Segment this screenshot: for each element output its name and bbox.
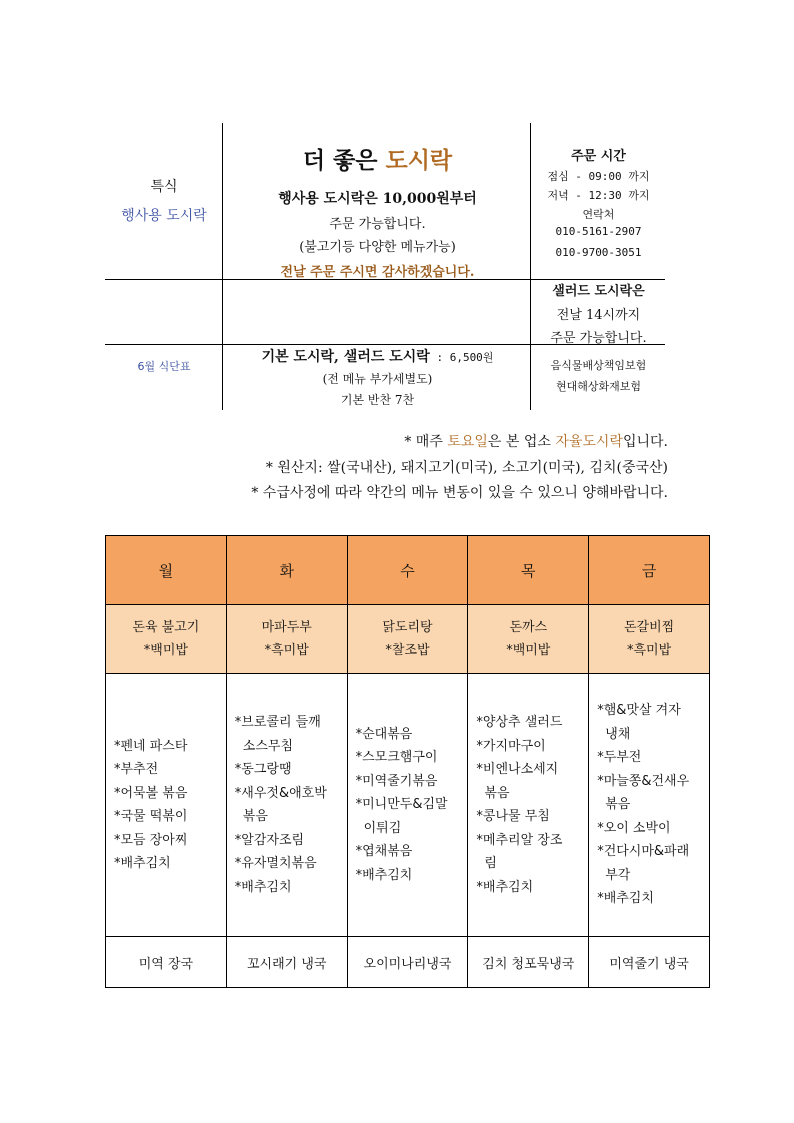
day-fri: 금 [589,536,710,605]
order-lunch: 점심 - 09:00 까지 [547,170,650,183]
side-dish-item: 볶음 [484,785,510,801]
sides-thu [468,674,589,937]
event-line-3: (불고기등 다양한 메뉴가능) [299,240,456,255]
side-dish-item: *배추김치 [355,867,413,883]
rice: *흑미밥 [264,643,309,658]
notice-1-post: 입니다. [622,434,668,450]
side-dish-item: 소스무침 [242,738,294,754]
monthly-menu-label: 6월 식단표 [137,360,191,373]
side-dish-item: *스모크햄구이 [355,750,438,766]
notice-origin: * 원산지: 쌀(국내산), 돼지고기(미국), 소고기(미국), 김치(중국산) [265,460,668,476]
soup-fri: 미역줄기 냉국 [589,937,710,988]
weekly-menu-table [105,535,710,988]
side-dish-item: *마늘쫑&건새우 [597,773,690,789]
special-label: 특식 [150,179,178,195]
side-dish-row [106,674,710,937]
event-line-2: 주문 가능합니다. [329,217,426,232]
basic-sub-2: 기본 반찬 7찬 [340,393,415,407]
soup-row [106,937,710,988]
main-cell [226,605,347,674]
rice: *백미밥 [143,643,188,658]
salad-line-3: 주문 가능합니다. [550,331,647,346]
side-dish-item: 볶음 [242,809,268,824]
main-dish: 돈까스 [509,620,548,635]
side-dish-item: *미역줄기볶음 [355,773,438,789]
day-mon: 월 [106,536,227,605]
insurance-1: 음식물배상책임보험 [550,359,647,372]
side-dish-item: *새우젓&애호박 [234,785,327,801]
side-dish-item: *알감자조림 [234,832,305,848]
brand-accent: 도시락 [385,147,453,174]
side-dish-item: *가지마구이 [476,738,546,754]
day-thu: 목 [468,536,589,605]
day-tue: 화 [226,536,347,605]
main-cell [468,605,589,674]
notice-1-mid: 은 본 업소 [487,434,556,450]
event-line-4: 전날 주문 주시면 감사하겠습니다. [280,265,475,280]
day-header-row [106,536,710,605]
side-dish-item: *미니만두&김말 [355,797,448,813]
rice: *백미밥 [506,643,551,658]
side-dish-item: *건다시마&파래 [597,844,690,860]
order-dinner: 저녁 - 12:30 까지 [547,189,650,202]
side-dish-item: *브로콜리 들깨 [234,715,321,730]
side-dish-item: *두부전 [597,750,642,766]
salad-line-2: 전날 14시까지 [556,308,641,323]
side-dish-item: *배추김치 [476,879,534,895]
phone-2: 010-9700-3051 [555,246,642,259]
soup-wed: 오이미나리냉국 [347,937,468,988]
rice: *흑미밥 [627,643,672,658]
side-dish-item: *메추리알 장조 [476,832,563,848]
side-dish-item: *어묵볼 볶음 [114,785,188,801]
notice-saturday [404,431,668,451]
main-dish: 돈육 불고기 [132,620,200,635]
side-dish-item: *배추김치 [597,891,654,907]
rice: *찰조밥 [385,643,430,658]
side-dish-item: *양상추 샐러드 [476,715,563,730]
notice-1-free-lunch: 자율도시락 [555,434,623,450]
main-dish: 마파두부 [261,620,312,635]
sides-fri [589,674,710,937]
main-cell [347,605,468,674]
side-dish-item: 림 [484,856,497,871]
side-dish-item: *배추김치 [114,856,171,871]
side-dish-item: *국물 떡볶이 [114,809,188,824]
basic-title-text: 기본 도시락, 샐러드 도시락 [261,349,430,365]
side-dish-item: *모듬 장아찌 [114,832,188,848]
side-dish-item: 냉채 [605,726,631,742]
main-cell [106,605,227,674]
insurance-2: 현대해상화재보험 [555,380,641,393]
notice-1-pre: * 매주 [404,434,448,450]
side-dish-item: *오이 소박이 [597,820,671,836]
side-dish-item: *순대볶음 [355,726,413,742]
sides-tue [226,674,347,937]
day-wed: 수 [347,536,468,605]
side-dish-item: 볶음 [605,797,631,813]
side-dish-item: *배추김치 [234,879,292,895]
salad-line-1: 샐러드 도시락은 [552,284,645,299]
main-dish: 닭도리탕 [382,620,433,635]
brand-prefix: 더 좋은 [302,147,386,174]
side-dish-item: *햄&맛살 겨자 [597,703,681,719]
main-cell [589,605,710,674]
side-dish-item: *동그랑땡 [234,762,292,777]
notice-1-saturday: 토요일 [447,434,488,450]
main-dish-row [106,605,710,674]
brand-title [225,142,530,175]
sides-wed [347,674,468,937]
side-dish-item: 부각 [605,867,631,883]
soup-thu: 김치 청포묵냉국 [468,937,589,988]
sides-mon [106,674,227,937]
main-dish: 돈갈비찜 [623,620,675,635]
basic-lunchbox-title [225,346,530,366]
side-dish-item: *비엔나소세지 [476,762,559,777]
order-time-title: 주문 시간 [571,149,626,164]
side-dish-item: *유자멸치볶음 [234,856,317,871]
side-dish-item: *콩나물 무침 [476,809,550,824]
special-subtitle: 행사용 도시락 [121,208,207,224]
phone-1: 010-5161-2907 [555,225,642,238]
basic-price: : 6,500원 [429,351,494,364]
soup-tue: 꼬시래기 냉국 [226,937,347,988]
soup-mon: 미역 장국 [106,937,227,988]
side-dish-item: *펜네 파스타 [114,738,188,754]
side-dish-item: 이튀김 [363,820,402,836]
side-dish-item: *부추전 [114,762,159,777]
event-line-1: 행사용 도시락은 10,000원부터 [278,191,477,207]
basic-sub-1: (전 메뉴 부가세별도) [322,372,433,386]
notice-change: * 수급사정에 따라 약간의 메뉴 변동이 있을 수 있으니 양해바랍니다. [251,485,668,501]
side-dish-item: *엽채볶음 [355,844,413,860]
contact-label: 연락처 [582,208,615,221]
